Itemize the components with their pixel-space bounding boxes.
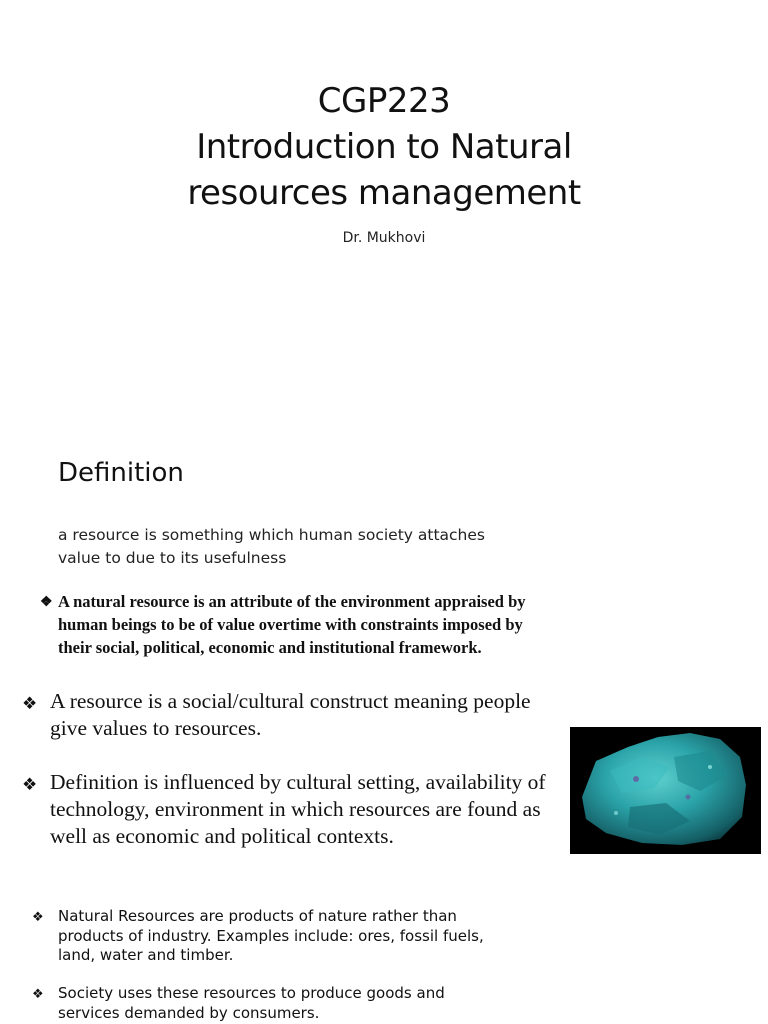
- bullet-text: Definition is influenced by cultural setting, availability of technology, environment in which resources are found as well as economic and political contexts.: [50, 770, 546, 848]
- bullet-item: [22, 688, 552, 742]
- slide-title-line-2: Introduction to Natural: [196, 127, 572, 167]
- bullet-text: Society uses these resources to produce goods and services demanded by consumers.: [58, 984, 445, 1022]
- slide-title-line-3: resources management: [187, 173, 581, 213]
- rock-illustration: [570, 727, 761, 854]
- bullet-item: [22, 769, 552, 850]
- diamond-bullet-icon: ❖: [22, 694, 38, 713]
- bullet-text: A resource is a social/cultural construct meaning people give values to resources.: [50, 689, 531, 740]
- definition-heading: Definition: [58, 458, 184, 488]
- bullet-text: Natural Resources are products of nature rather than products of industry. Examples include: ores, fossil fuels, land, water and timber.: [58, 907, 484, 964]
- bullet-item: [32, 984, 502, 1023]
- diamond-bullet-icon: ❖: [32, 987, 44, 1002]
- slide-title-line-1: CGP223: [317, 81, 451, 121]
- author-name: Dr. Mukhovi: [342, 230, 426, 246]
- bullet-text: A natural resource is an attribute of the environment appraised by human beings to be of value overtime with constraints imposed by their social, political, economic and institutional framework.: [58, 592, 526, 657]
- diamond-bullet-icon: ❖: [40, 595, 53, 610]
- bullet-item: [32, 907, 502, 966]
- diamond-bullet-icon: ❖: [22, 775, 38, 794]
- bold-definition-bullet: [40, 590, 550, 659]
- mineral-rock-image: [570, 727, 761, 854]
- definition-text: a resource is something which human society attaches value to due to its usefulness: [58, 526, 485, 567]
- diamond-bullet-icon: ❖: [32, 910, 44, 925]
